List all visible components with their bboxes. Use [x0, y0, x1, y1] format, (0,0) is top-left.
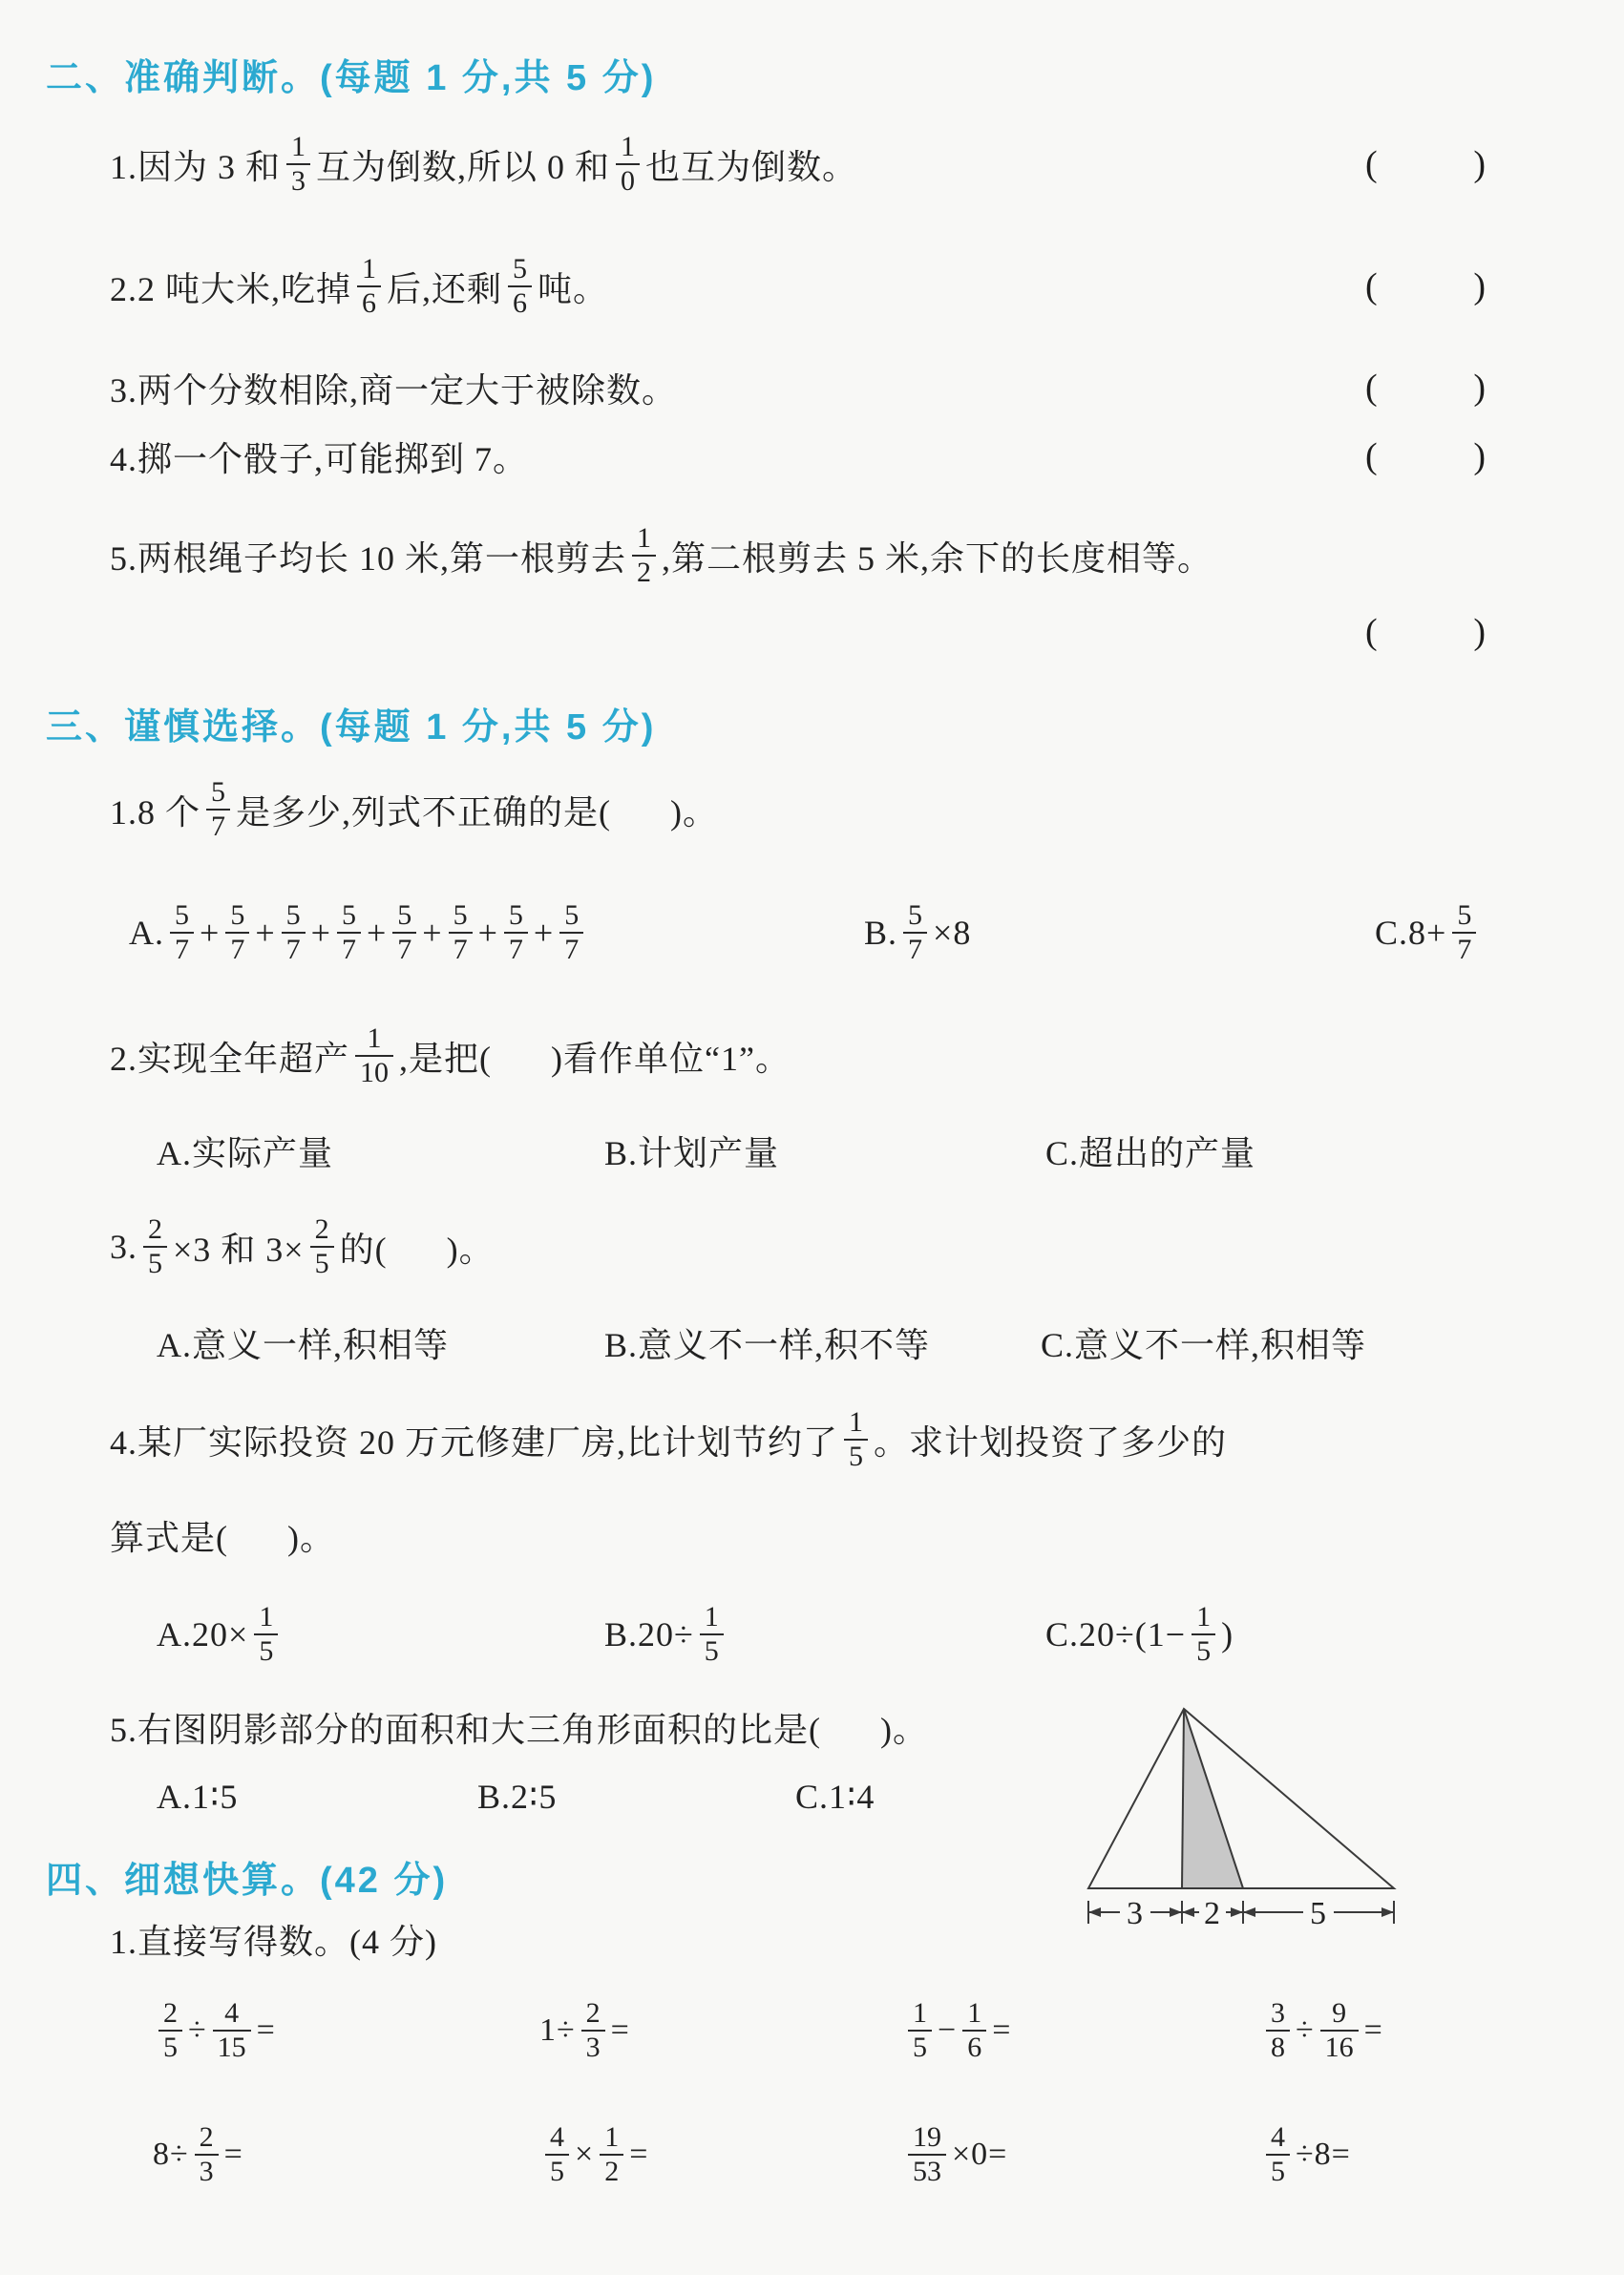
denominator: 5 [158, 2030, 182, 2064]
choice-question-4-line-1 [110, 1390, 1487, 1489]
question-text [110, 131, 857, 197]
math-text: 4.掷一个骰子,可能掷到 7。 [110, 439, 529, 478]
numerator: 4 [1271, 2121, 1285, 2154]
numerator: 1 [967, 1997, 982, 2030]
triangle-outline [1088, 1709, 1394, 1888]
denominator: 3 [286, 163, 310, 198]
math-text: B. [864, 914, 898, 952]
fraction [616, 131, 640, 197]
answer-blank-gap[interactable] [611, 810, 670, 811]
math-text: + [200, 914, 221, 952]
fraction [357, 253, 381, 319]
math-text: ×3 和 3× [173, 1230, 305, 1269]
math-text: 后,还剩 [387, 269, 503, 308]
fraction [903, 899, 927, 965]
fraction [1266, 2121, 1290, 2187]
option-a[interactable] [157, 1126, 333, 1175]
paren-open: ( [1365, 144, 1379, 184]
denominator: 5 [700, 1633, 724, 1668]
answer-blank[interactable] [1365, 265, 1487, 307]
math-text: ×8 [933, 914, 972, 952]
answer-blank-gap[interactable] [492, 1056, 551, 1057]
question-text [110, 364, 677, 412]
calc-row-2 [0, 2105, 1624, 2204]
paren-close: ) [1473, 612, 1487, 652]
math-text: 3. [110, 1228, 137, 1266]
denominator: 7 [337, 932, 361, 966]
numerator: 2 [148, 1213, 162, 1246]
numerator: 1 [1196, 1601, 1212, 1633]
section-calc-heading: 四、细想快算。(42 分) [46, 1861, 449, 1901]
numerator: 5 [211, 776, 226, 809]
option-c[interactable] [795, 1772, 875, 1822]
answer-blank-gap[interactable] [388, 1247, 447, 1248]
math-text: 也互为倒数。 [645, 147, 858, 186]
math-text: A. [129, 914, 164, 952]
math-text: 5.两根绳子均长 10 米,第一根剪去 [110, 538, 627, 578]
math-text: ×0= [952, 2137, 1008, 2172]
denominator: 6 [962, 2030, 986, 2064]
math-text: 的( [339, 1230, 388, 1269]
judge-question-4 [110, 432, 1487, 481]
option-b[interactable] [864, 883, 971, 982]
calc-expression[interactable] [902, 1981, 1011, 2080]
subtitle-text: 1.直接写得数。(4 分) [110, 1922, 437, 1961]
numerator: 1 [291, 131, 306, 163]
denominator: 15 [213, 2030, 251, 2064]
math-text: A.1∶5 [157, 1778, 239, 1816]
fraction [158, 1997, 182, 2063]
option-c[interactable] [1045, 1585, 1234, 1684]
denominator: 0 [616, 163, 640, 198]
fraction [195, 2121, 219, 2187]
numerator: 1 [849, 1406, 864, 1439]
denominator: 7 [225, 932, 249, 966]
denominator: 53 [908, 2154, 946, 2188]
denominator: 7 [449, 932, 473, 966]
numerator: 2 [585, 1997, 601, 2030]
question-text [110, 1022, 791, 1088]
denominator: 5 [1266, 2154, 1290, 2188]
option-a[interactable] [157, 1772, 238, 1822]
option-c[interactable] [1041, 1317, 1366, 1367]
numerator: 1 [362, 253, 377, 285]
paren-close: ) [1473, 266, 1487, 306]
paren-close: ) [1473, 368, 1487, 408]
calc-expression[interactable] [539, 2105, 648, 2204]
numerator: 5 [175, 899, 189, 932]
math-text: B.20÷ [604, 1615, 694, 1654]
paren-open: ( [1365, 612, 1379, 652]
numerator: 1 [704, 1601, 719, 1633]
fraction [1452, 899, 1476, 965]
denominator: 5 [844, 1439, 868, 1473]
math-text: 是多少,列式不正确的是( [236, 792, 612, 832]
math-text: = [223, 2137, 243, 2172]
numerator: 19 [913, 2121, 941, 2154]
denominator: 10 [355, 1055, 393, 1089]
judge-question-2 [110, 237, 1487, 336]
fraction [504, 899, 528, 965]
fraction [559, 899, 583, 965]
option-c[interactable] [1045, 1126, 1255, 1175]
math-text: 。求计划投资了多少的 [874, 1422, 1228, 1462]
numerator: 1 [621, 131, 636, 163]
math-text: )。 [880, 1710, 928, 1749]
math-text: 1.8 个 [110, 792, 201, 832]
math-text: × [575, 2137, 595, 2172]
question-text [110, 1213, 495, 1279]
math-text: B.计划产量 [604, 1133, 780, 1172]
math-text: 2.2 吨大米,吃掉 [110, 269, 352, 308]
option-a[interactable] [157, 1317, 449, 1367]
choice-question-1-options [0, 883, 1624, 982]
option-b[interactable] [604, 1126, 779, 1175]
fraction [1192, 1601, 1215, 1667]
denominator: 3 [195, 2154, 219, 2188]
math-text: ) [1221, 1615, 1234, 1654]
numerator: 5 [285, 899, 301, 932]
denominator: 7 [170, 932, 194, 966]
choice-question-1 [110, 760, 1487, 859]
math-text: 1÷ [539, 2012, 576, 2048]
math-text: ÷8= [1296, 2137, 1351, 2172]
math-text: C.超出的产量 [1045, 1133, 1256, 1172]
math-text: = [629, 2137, 649, 2172]
math-text: + [422, 914, 443, 952]
numerator: 5 [564, 899, 580, 932]
numerator: 5 [230, 899, 245, 932]
math-text: = [256, 2012, 276, 2048]
question-text [110, 1703, 928, 1752]
denominator: 5 [908, 2030, 932, 2064]
option-a[interactable] [157, 1585, 284, 1684]
choice-question-3-options [0, 1317, 1624, 1367]
numerator: 9 [1332, 1997, 1347, 2030]
denominator: 6 [357, 285, 381, 320]
math-text: ,是把( [399, 1039, 493, 1078]
answer-blank[interactable] [1365, 143, 1487, 185]
fraction [254, 1601, 278, 1667]
fraction [1266, 1997, 1290, 2063]
fraction [282, 899, 306, 965]
math-text: 4.某厂实际投资 20 万元修建厂房,比计划节约了 [110, 1422, 839, 1462]
math-text: + [255, 914, 276, 952]
answer-blank[interactable] [1365, 367, 1487, 409]
denominator: 5 [254, 1633, 278, 1668]
math-text: − [938, 2012, 958, 2048]
option-b[interactable] [477, 1772, 557, 1822]
denominator: 5 [310, 1246, 334, 1280]
numerator: 3 [1271, 1997, 1285, 2030]
math-text: = [992, 2012, 1012, 2048]
denominator: 5 [1192, 1633, 1215, 1668]
math-text: )。 [287, 1518, 335, 1557]
choice-question-2 [110, 1006, 1487, 1106]
choice-question-3 [110, 1197, 1487, 1296]
numerator: 1 [604, 2121, 620, 2154]
math-text: ,第二根剪去 5 米,余下的长度相等。 [662, 538, 1213, 578]
numerator: 5 [508, 899, 523, 932]
choice-question-4-line-2 [110, 1510, 1487, 1560]
calc-expression[interactable] [539, 1981, 630, 2080]
fraction [355, 1022, 393, 1088]
numerator: 1 [637, 522, 652, 555]
math-text: C.20÷(1− [1045, 1615, 1187, 1654]
numerator: 5 [341, 899, 356, 932]
calc-expression[interactable] [1260, 1981, 1383, 2080]
fraction [392, 899, 416, 965]
calc-expression[interactable] [153, 1981, 276, 2080]
fraction [337, 899, 361, 965]
paren-open: ( [1365, 266, 1379, 306]
paren-open: ( [1365, 368, 1379, 408]
fraction [508, 253, 532, 319]
section-choice-heading: 三、谨慎选择。(每题 1 分,共 5 分) [46, 707, 657, 748]
numerator: 1 [259, 1601, 274, 1633]
fraction [170, 899, 194, 965]
denominator: 8 [1266, 2030, 1290, 2064]
section-judge-heading: 二、准确判断。(每题 1 分,共 5 分) [46, 58, 657, 98]
math-text: C.8+ [1375, 914, 1447, 952]
fraction [962, 1997, 986, 2063]
numerator: 2 [199, 2121, 214, 2154]
numerator: 4 [224, 1997, 240, 2030]
math-text: + [477, 914, 498, 952]
math-text: 算式是( [110, 1518, 228, 1557]
denominator: 16 [1320, 2030, 1359, 2064]
math-text: C.1∶4 [795, 1778, 875, 1816]
math-text: )。 [446, 1230, 495, 1269]
option-b[interactable] [604, 1585, 729, 1684]
math-text: A.实际产量 [157, 1133, 333, 1172]
option-b[interactable] [604, 1317, 930, 1367]
math-text: B.2∶5 [477, 1778, 558, 1816]
fraction [632, 522, 656, 588]
segment-label-2: 2 [1204, 1896, 1221, 1931]
fraction [449, 899, 473, 965]
numerator: 4 [550, 2121, 564, 2154]
fraction [206, 776, 230, 842]
math-text: 互为倒数,所以 0 和 [316, 147, 611, 186]
denominator: 5 [545, 2154, 569, 2188]
judge-question-5 [110, 506, 1487, 605]
question-text [110, 1406, 1227, 1472]
judge-question-1 [110, 115, 1487, 214]
math-text: 8÷ [153, 2137, 189, 2172]
calc-expression[interactable] [153, 2105, 243, 2204]
answer-blank-gap[interactable] [821, 1727, 880, 1728]
denominator: 7 [903, 932, 927, 966]
numerator: 2 [314, 1213, 329, 1246]
math-text: + [310, 914, 331, 952]
math-text: B.意义不一样,积不等 [604, 1325, 931, 1364]
denominator: 2 [600, 2154, 623, 2188]
math-text: ÷ [1296, 2012, 1315, 2048]
choice-question-4-options [0, 1585, 1624, 1684]
option-a[interactable] [129, 883, 589, 982]
choice-question-2-options [0, 1126, 1624, 1175]
numerator: 5 [397, 899, 412, 932]
fraction [908, 1997, 932, 2063]
math-text: )。 [670, 792, 719, 832]
calc-subtitle [110, 1914, 1487, 1964]
math-text: 5.右图阴影部分的面积和大三角形面积的比是( [110, 1710, 821, 1749]
math-text: 吨。 [538, 269, 609, 308]
numerator: 1 [367, 1022, 382, 1055]
fraction [143, 1213, 167, 1279]
denominator: 7 [282, 932, 306, 966]
math-text: 2.实现全年超产 [110, 1039, 350, 1078]
question-text [110, 522, 1213, 588]
numerator: 5 [513, 253, 528, 285]
fraction [581, 1997, 605, 2063]
numerator: 1 [913, 1997, 927, 2030]
denominator: 7 [1452, 932, 1476, 966]
numerator: 5 [1457, 899, 1472, 932]
paren-close: ) [1473, 436, 1487, 476]
numerator: 5 [908, 899, 923, 932]
denominator: 3 [581, 2030, 605, 2064]
judge-question-5-answer-row [110, 607, 1487, 657]
fraction [1320, 1997, 1359, 2063]
numerator: 2 [163, 1997, 178, 2030]
numerator: 5 [453, 899, 468, 932]
math-text: )看作单位“1”。 [551, 1039, 791, 1078]
question-text [110, 253, 608, 319]
math-text: C.意义不一样,积相等 [1041, 1325, 1367, 1364]
denominator: 7 [559, 932, 583, 966]
math-text: ÷ [188, 2012, 207, 2048]
fraction [844, 1406, 868, 1472]
fraction [225, 899, 249, 965]
segment-label-5: 5 [1310, 1896, 1327, 1931]
paren-close: ) [1473, 144, 1487, 184]
fraction [310, 1213, 334, 1279]
math-text: = [1363, 2012, 1383, 2048]
denominator: 7 [206, 809, 230, 843]
fraction [213, 1997, 251, 2063]
math-text: 1.因为 3 和 [110, 147, 282, 186]
fraction [908, 2121, 946, 2187]
math-text: 3.两个分数相除,商一定大于被除数。 [110, 370, 678, 410]
question-text [110, 1511, 335, 1560]
fraction [286, 131, 310, 197]
math-text: = [610, 2012, 630, 2048]
answer-blank[interactable] [1365, 435, 1487, 477]
denominator: 2 [632, 555, 656, 589]
math-text: A.20× [157, 1615, 249, 1654]
math-text: + [533, 914, 555, 952]
question-text [110, 432, 528, 481]
math-text: + [366, 914, 388, 952]
denominator: 6 [508, 285, 532, 320]
denominator: 5 [143, 1246, 167, 1280]
segment-label-3: 3 [1127, 1896, 1144, 1931]
fraction [545, 2121, 569, 2187]
math-text: A.意义一样,积相等 [157, 1325, 449, 1364]
fraction [700, 1601, 724, 1667]
paren-open: ( [1365, 436, 1379, 476]
answer-blank-gap[interactable] [228, 1535, 287, 1536]
answer-blank[interactable] [1365, 611, 1487, 653]
calc-expression[interactable] [902, 2105, 1007, 2204]
option-c[interactable] [1375, 883, 1482, 982]
question-text [110, 776, 718, 842]
fraction [600, 2121, 623, 2187]
calc-expression[interactable] [1260, 2105, 1351, 2204]
calc-row-1 [0, 1981, 1624, 2080]
denominator: 7 [504, 932, 528, 966]
denominator: 7 [392, 932, 416, 966]
judge-question-3 [110, 363, 1487, 412]
